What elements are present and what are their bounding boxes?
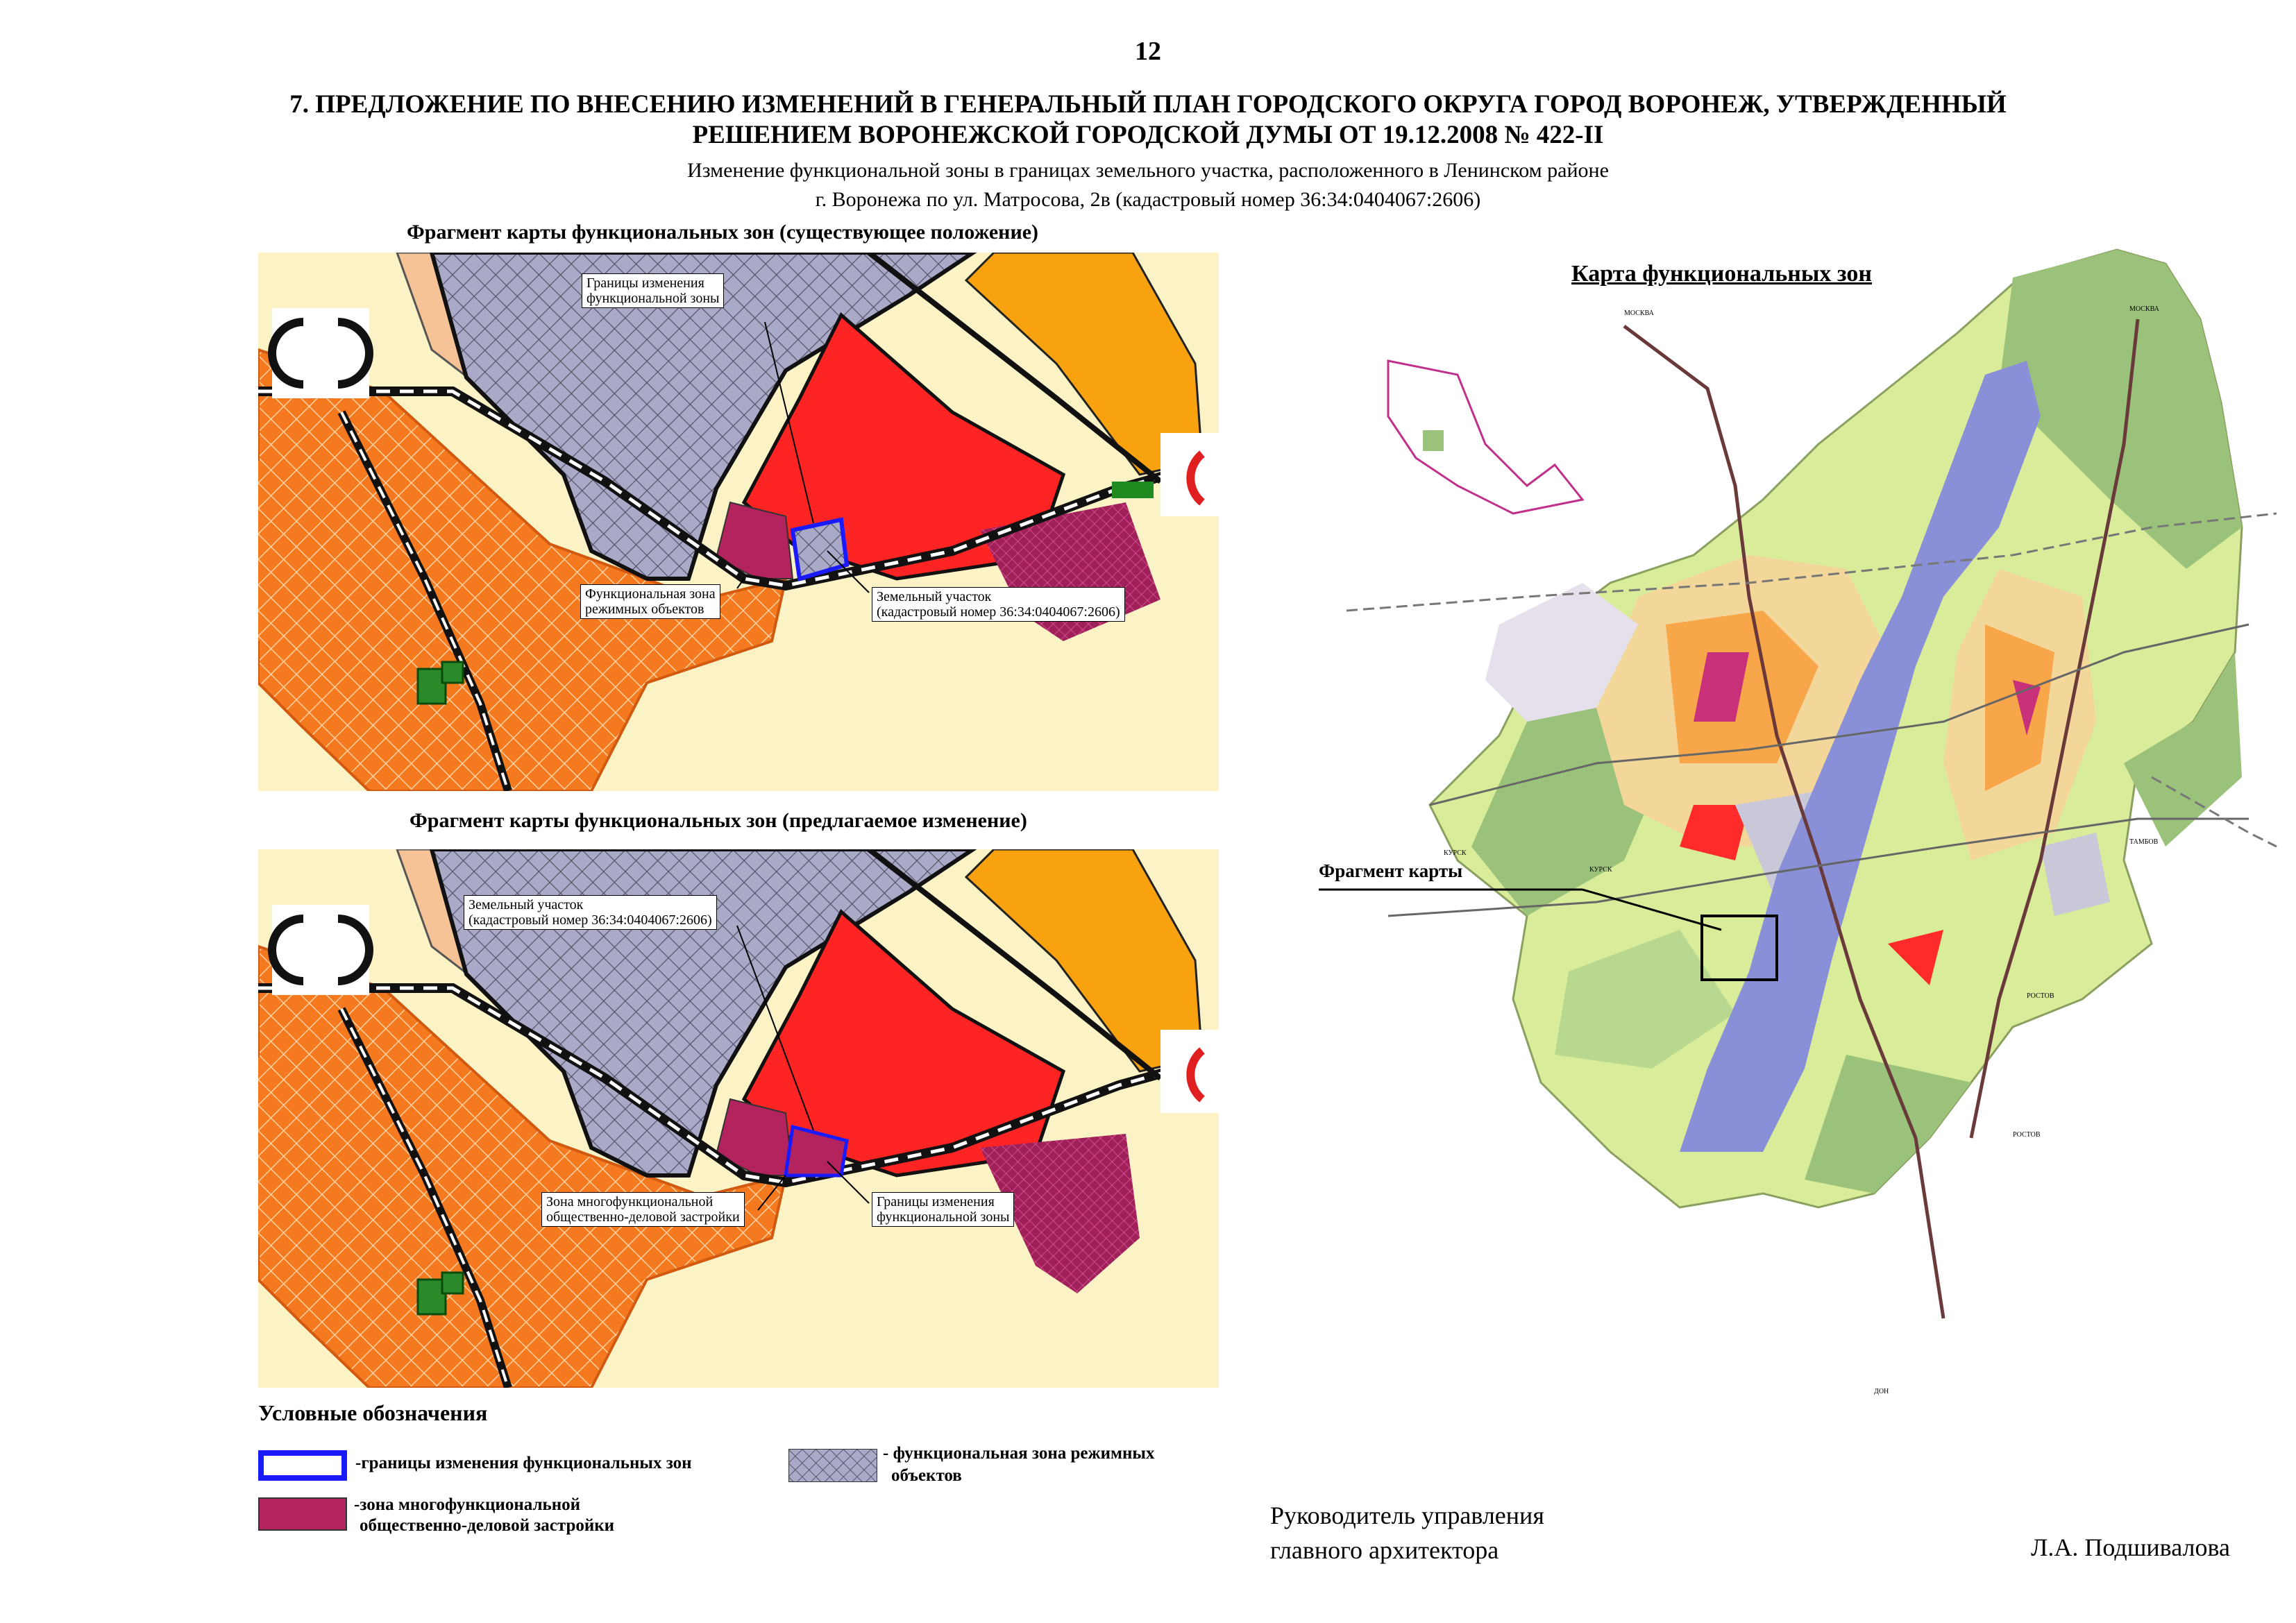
callout-parcel-proposed: Земельный участок (кадастровый номер 36:34:0404067:2606) xyxy=(464,895,717,930)
overview-map[interactable] xyxy=(1319,236,2290,1471)
callout-parcel-existing: Земельный участок (кадастровый номер 36:34:0404067:2606) xyxy=(872,587,1125,622)
callout-boundary-existing: Границы изменения функциональной зоны xyxy=(582,273,724,308)
signature-position-line2: главного архитектора xyxy=(1270,1536,1499,1564)
overview-fragment-label: Фрагмент карты xyxy=(1319,860,1463,881)
fragment-existing-map-graphic xyxy=(258,253,1219,791)
fragment-existing-map[interactable] xyxy=(258,253,1219,791)
legend-label-boundary: -границы изменения функциональных зон xyxy=(355,1454,692,1472)
fragment-existing-caption: Фрагмент карты функциональных зон (существующее положение) xyxy=(407,221,1039,244)
callout-boundary-proposed: Границы изменения функциональной зоны xyxy=(872,1192,1014,1227)
callout-multifunctional-zone: Зона многофункциональной общественно-деловой застройки xyxy=(541,1192,745,1227)
callout-restricted-zone: Функциональная зона режимных объектов xyxy=(580,584,720,619)
road-label-moskva-2: МОСКВА xyxy=(2129,305,2159,313)
fragment-proposed-map[interactable] xyxy=(258,849,1219,1388)
page-title-line2: РЕШЕНИЕМ ВОРОНЕЖСКОЙ ГОРОДСКОЙ ДУМЫ ОТ 19.12.2008 № 422-II xyxy=(692,121,1604,149)
road-label-tambov: ТАМБОВ xyxy=(2129,838,2159,846)
road-label-don: ДОН xyxy=(1874,1388,1889,1395)
legend-label-restricted-1: - функциональная зона режимных xyxy=(883,1444,1155,1463)
overview-map-title: Карта функциональных зон xyxy=(1571,261,1872,287)
legend-label-multifunctional-2: общественно-деловой застройки xyxy=(360,1516,615,1535)
road-label-rostov-2: РОСТОВ xyxy=(2013,1131,2041,1139)
page-subtitle-line1: Изменение функциональной зоны в границах земельного участка, расположенного в Ленинском районе xyxy=(687,159,1609,182)
page-number: 12 xyxy=(1135,37,1161,66)
signature-name: Л.А. Подшивалова xyxy=(2031,1533,2230,1561)
signature-position-line1: Руководитель управления xyxy=(1270,1502,1544,1529)
page-subtitle-line2: г. Воронежа по ул. Матросова, 2в (кадастровый номер 36:34:0404067:2606) xyxy=(815,188,1481,211)
road-label-kursk-1: КУРСК xyxy=(1444,849,1467,857)
legend-title: Условные обозначения xyxy=(258,1400,488,1425)
road-label-rostov-1: РОСТОВ xyxy=(2027,992,2054,1000)
legend-swatch-restricted xyxy=(788,1449,877,1482)
fragment-proposed-map-graphic xyxy=(258,849,1219,1388)
legend-swatch-boundary xyxy=(258,1450,347,1481)
legend-label-multifunctional-1: -зона многофункциональной xyxy=(354,1495,581,1514)
road-label-kursk-2: КУРСК xyxy=(1589,866,1612,874)
fragment-proposed-caption: Фрагмент карты функциональных зон (предлагаемое изменение) xyxy=(410,809,1027,832)
page-title-line1: 7. ПРЕДЛОЖЕНИЕ ПО ВНЕСЕНИЮ ИЗМЕНЕНИЙ В ГЕНЕРАЛЬНЫЙ ПЛАН ГОРОДСКОГО ОКРУГА ГОРОД ВОРОНЕЖ, УТВЕРЖДЕННЫЙ xyxy=(289,90,2007,119)
legend-label-restricted-2: объектов xyxy=(891,1466,962,1485)
legend-swatch-multifunctional xyxy=(258,1497,347,1531)
road-label-moskva-1: МОСКВА xyxy=(1624,309,1654,317)
